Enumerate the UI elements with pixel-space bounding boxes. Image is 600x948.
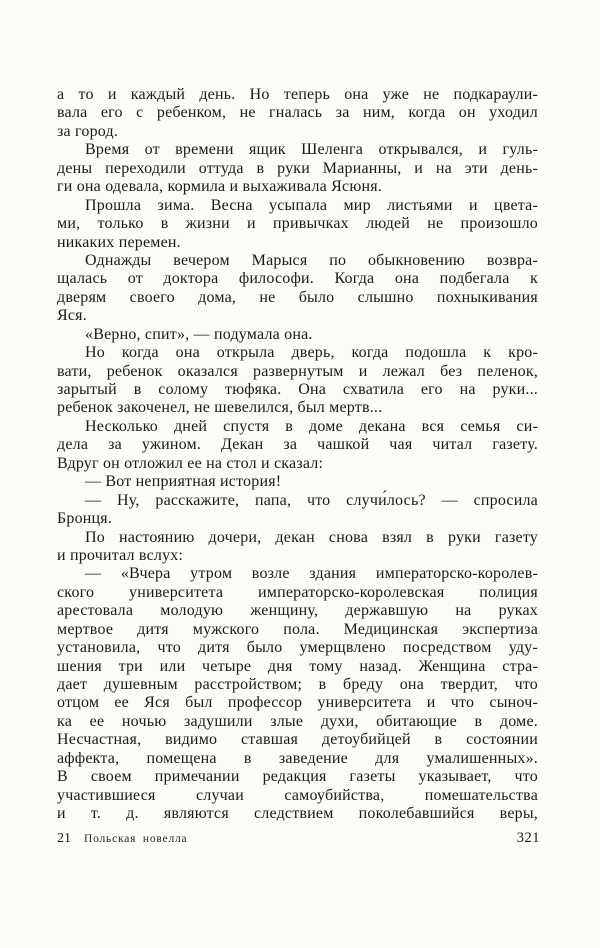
text-line: — Вот неприятная история! [85,473,282,491]
text-line: ги она одевала, кормила и выхаживала Ясюня. [57,178,383,196]
text-line: и т. д. являются следствием поколебавшийся веры, [57,805,538,823]
text-line: зарытый в солому тюфяка. Она схватила его на руки... [57,381,538,398]
text-line: По настоянию дочери, декан снова взял в руки газету [85,528,538,546]
text-line: ка ее ночью задушили злые духи, обитающие в доме. [57,712,538,730]
text-line: — «Вчера утром возле здания императорско-королев- [85,565,538,583]
text-line: Прошла зима. Весна усыпала мир листьями и цвета- [85,196,538,214]
text-line: за город. [57,122,119,140]
text-line: никаких перемен. [57,233,181,251]
text-line: а то и каждый день. Но теперь она уже не подкараули- [57,86,538,103]
text-line: и прочитал вслух: [57,546,184,564]
text-line: установила, что дитя было умерщвлено посредством уду- [57,639,538,657]
text-line: ми, только в жизни и привычках людей не произошло [57,215,538,233]
text-line: вати, ребенок оказался развернутым и лежал без пеленок, [57,362,538,380]
text-line: Время от времени ящик Шеленга открывался, и гуль- [85,141,538,159]
text-line: дает душевным расстройством; в бреду она твердит, что [57,676,538,693]
footer-signature-group [57,831,187,847]
text-line: дверям своего дома, не было слышно похныкивания [57,288,538,306]
text-line: щалась от доктора философи. Когда она подбегала к [57,270,538,288]
text-line: — Ну, расскажите, папа, что случи́лось? — спросила [85,491,538,509]
book-series-title: Польская новелла [84,833,188,845]
page-number: 321 [516,830,540,846]
text-line: Яся. [57,307,87,325]
text-line: участившиеся случаи самоубийства, помешательства [57,786,538,804]
text-line: Бронця. [57,510,113,528]
text-line: Но когда она открыла дверь, когда подошла к кро- [85,344,538,362]
text-line: дены переходили оттуда в руки Марианны, и на эти день- [57,159,538,177]
text-line: аффекта, помещена в заведение для умалишенных». [57,749,538,767]
text-line: «Верно, спит», — подумала она. [85,325,313,343]
text-line: арестовала молодую женщину, державшую на руках [57,602,538,620]
text-line: Вдруг он отложил ее на стол и сказал: [57,454,324,472]
text-line: ского университета императорско-королевская полиция [57,583,538,601]
text-line: вала его с ребенком, не гналась за ним, когда он уходил [57,104,538,122]
text-line: дела за ужином. Декан за чашкой чая читал газету. [57,436,538,454]
text-line: отцом ее Яся был профессор университета и что сыноч- [57,694,538,712]
text-line: Несчастная, видимо ставшая детоубийцей в состоянии [57,731,538,749]
page-text [57,86,538,824]
print-signature-number: 21 [57,831,71,846]
text-line: В своем примечании редакция газеты указывает, что [57,768,538,786]
text-line: Несколько дней спустя в доме декана вся семья си- [85,417,538,435]
text-line: мертвое дитя мужского пола. Медицинская экспертиза [57,620,538,638]
text-line: ребенок закоченел, не шевелился, был мертв... [57,399,383,417]
text-line: шения три или четыре дня тому назад. Женщина стра- [57,657,538,675]
page-footer [57,830,540,847]
text-line: Однажды вечером Марыся по обыкновению возвра- [85,251,538,269]
